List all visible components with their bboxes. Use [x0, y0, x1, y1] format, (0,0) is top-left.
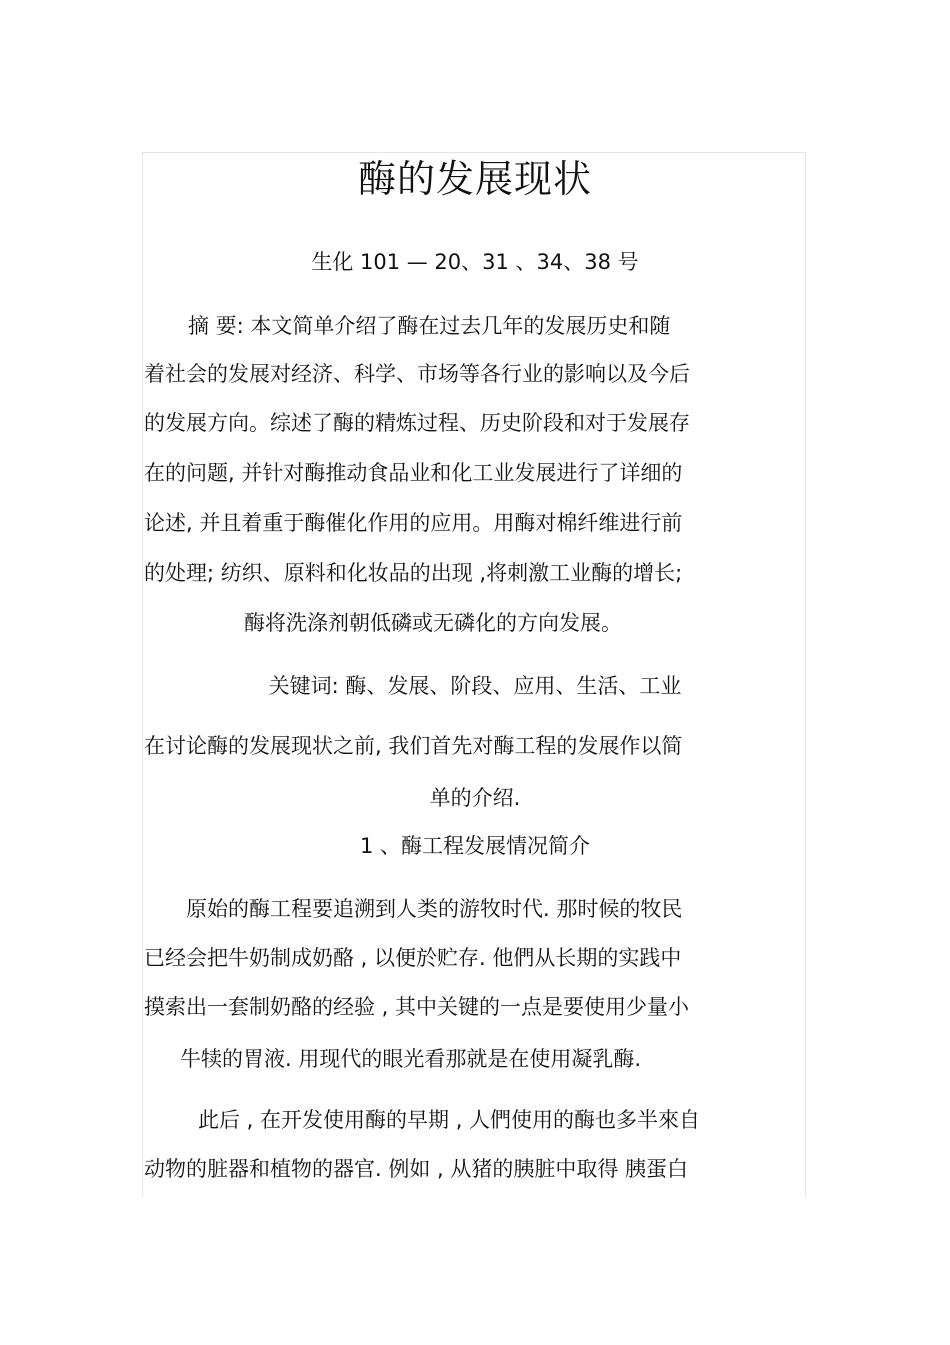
abstract-line: 的处理; 纺织、原料和化妆品的出现 ,将刺激工业酶的增长; — [144, 561, 683, 585]
keywords: 关键词: 酶、发展、阶段、应用、生活、工业 — [268, 674, 682, 698]
abstract-line: 在的问题, 并针对酶推动食品业和化工业发展进行了详细的 — [144, 461, 683, 485]
paragraph-line: 牛犊的胃液. 用现代的眼光看那就是在使用凝乳酶. — [180, 1047, 642, 1071]
paragraph-line: 此后 , 在开发使用酶的早期 , 人們使用的酶也多半來自 — [198, 1108, 701, 1132]
paragraph-line: 已经会把牛奶制成奶酪 , 以便於贮存. 他們从长期的实践中 — [144, 946, 682, 970]
paragraph-line: 原始的酶工程要追溯到人类的游牧时代. 那时候的牧民 — [186, 897, 683, 921]
abstract-line: 酶将洗涤剂朝低磷或无磷化的方向发展。 — [244, 611, 622, 635]
section-heading: 1 、酶工程发展情况简介 — [359, 834, 591, 858]
abstract-line: 摘 要: 本文简单介绍了酶在过去几年的发展历史和随 — [188, 314, 671, 338]
author-line: 生化 101 — 20、31 、34、38 号 — [311, 250, 639, 274]
paragraph-line: 摸索出一套制奶酪的经验 , 其中关键的一点是要使用少量小 — [144, 995, 690, 1019]
abstract-line: 着社会的发展对经济、科学、市场等各行业的影响以及今后 — [144, 362, 690, 386]
intro-line: 单的介绍. — [429, 786, 521, 810]
intro-line: 在讨论酶的发展现状之前, 我们首先对酶工程的发展作以简 — [144, 734, 683, 758]
abstract-line: 论述, 并且着重于酶催化作用的应用。用酶对棉纤维进行前 — [144, 511, 683, 535]
document-title: 酶的发展现状 — [357, 157, 592, 201]
abstract-line: 的发展方向。综述了酶的精炼过程、历史阶段和对于发展存 — [144, 411, 690, 435]
paragraph-line: 动物的脏器和植物的器官. 例如 , 从猪的胰脏中取得 胰蛋白 — [144, 1157, 689, 1181]
